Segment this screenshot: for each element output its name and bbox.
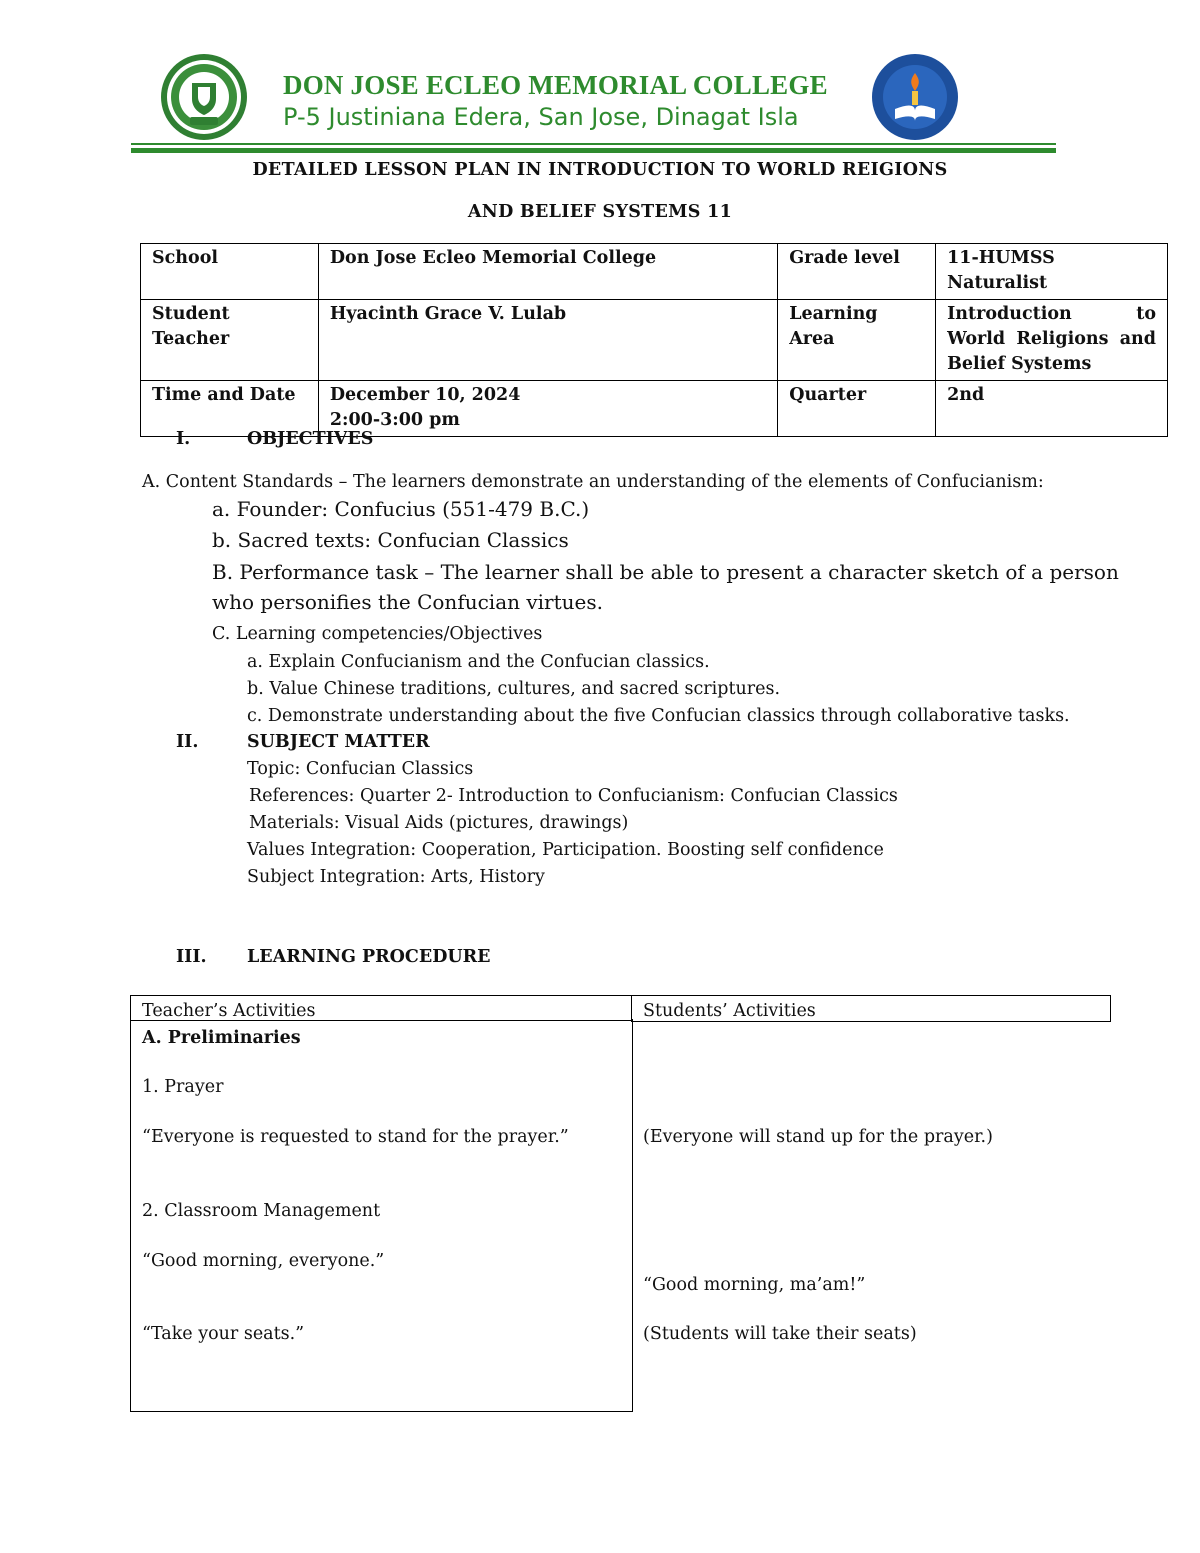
lesson-plan-title-line1: DETAILED LESSON PLAN IN INTRODUCTION TO WORLD REIGIONS <box>252 160 948 180</box>
date-value: December 10, 2024 <box>329 385 521 405</box>
procedure-heading: LEARNING PROCEDURE <box>247 947 491 967</box>
seats-teacher-line: “Take your seats.” <box>142 1324 305 1344</box>
student-teacher-label: Student Teacher <box>141 300 319 381</box>
quarter-label: Quarter <box>778 381 936 437</box>
subject-integration-line: Subject Integration: Arts, History <box>247 867 545 887</box>
competency-c: c. Demonstrate understanding about the five Confucian classics through collaborative tasks. <box>247 706 1070 726</box>
student-teacher-value: Hyacinth Grace V. Lulab <box>318 300 777 381</box>
prayer-label: 1. Prayer <box>142 1077 224 1097</box>
college-seal-logo <box>160 53 248 141</box>
header-rule-thick <box>131 148 1056 153</box>
table-row <box>141 244 1168 300</box>
objectives-numeral: I. <box>176 429 191 449</box>
teacher-activities-header: Teacher’s Activities <box>142 1001 316 1021</box>
prayer-student-line: (Everyone will stand up for the prayer.) <box>643 1127 993 1147</box>
time-date-label: Time and Date <box>141 381 319 437</box>
teacher-education-logo <box>871 53 959 141</box>
college-name: DON JOSE ECLEO MEMORIAL COLLEGE <box>283 70 828 100</box>
performance-task-line2: who personifies the Confucian virtues. <box>212 590 603 614</box>
lesson-plan-title-line2: AND BELIEF SYSTEMS 11 <box>467 202 733 222</box>
grade-level-label: Grade level <box>778 244 936 300</box>
greeting-teacher-line: “Good morning, everyone.” <box>142 1251 385 1271</box>
learning-area-value: Introduction to World Religions and Belief Systems <box>936 300 1168 381</box>
grade-level-value: 11-HUMSS Naturalist <box>936 244 1168 300</box>
performance-task-line1: B. Performance task – The learner shall be able to present a character sketch of a person <box>212 560 1119 584</box>
references-line: References: Quarter 2- Introduction to Confucianism: Confucian Classics <box>249 786 898 806</box>
time-value: 2:00-3:00 pm <box>329 410 460 430</box>
table-row <box>141 300 1168 381</box>
students-activities-header: Students’ Activities <box>643 1001 816 1021</box>
quarter-value: 2nd <box>936 381 1168 437</box>
header-rule-thin <box>131 143 1056 145</box>
greeting-student-line: “Good morning, ma’am!” <box>643 1275 866 1295</box>
sacred-texts-item: b. Sacred texts: Confucian Classics <box>212 528 569 552</box>
preliminaries-heading: A. Preliminaries <box>142 1028 301 1048</box>
content-standards: A. Content Standards – The learners demonstrate an understanding of the elements of Confucianism: <box>142 472 1044 492</box>
objectives-heading: OBJECTIVES <box>247 429 374 449</box>
competencies-heading: C. Learning competencies/Objectives <box>212 624 543 644</box>
values-integration-line: Values Integration: Cooperation, Participation. Boosting self confidence <box>247 840 884 860</box>
founder-item: a. Founder: Confucius (551-479 B.C.) <box>212 497 590 521</box>
topic-line: Topic: Confucian Classics <box>247 759 474 779</box>
competency-a: a. Explain Confucianism and the Confucian classics. <box>247 652 710 672</box>
competency-b: b. Value Chinese traditions, cultures, and sacred scriptures. <box>247 679 781 699</box>
seats-student-line: (Students will take their seats) <box>643 1324 917 1344</box>
college-address: P-5 Justiniana Edera, San Jose, Dinagat Isla <box>283 103 799 131</box>
subject-matter-numeral: II. <box>176 732 199 752</box>
subject-matter-heading: SUBJECT MATTER <box>247 732 430 752</box>
prayer-teacher-line: “Everyone is requested to stand for the prayer.” <box>142 1127 569 1147</box>
lesson-info-table <box>140 243 1168 437</box>
time-date-value <box>318 381 777 437</box>
school-value: Don Jose Ecleo Memorial College <box>318 244 777 300</box>
learning-area-label: Learning Area <box>778 300 936 381</box>
school-label: School <box>141 244 319 300</box>
materials-line: Materials: Visual Aids (pictures, drawings) <box>249 813 629 833</box>
classroom-management-label: 2. Classroom Management <box>142 1201 381 1221</box>
procedure-numeral: III. <box>176 947 207 967</box>
